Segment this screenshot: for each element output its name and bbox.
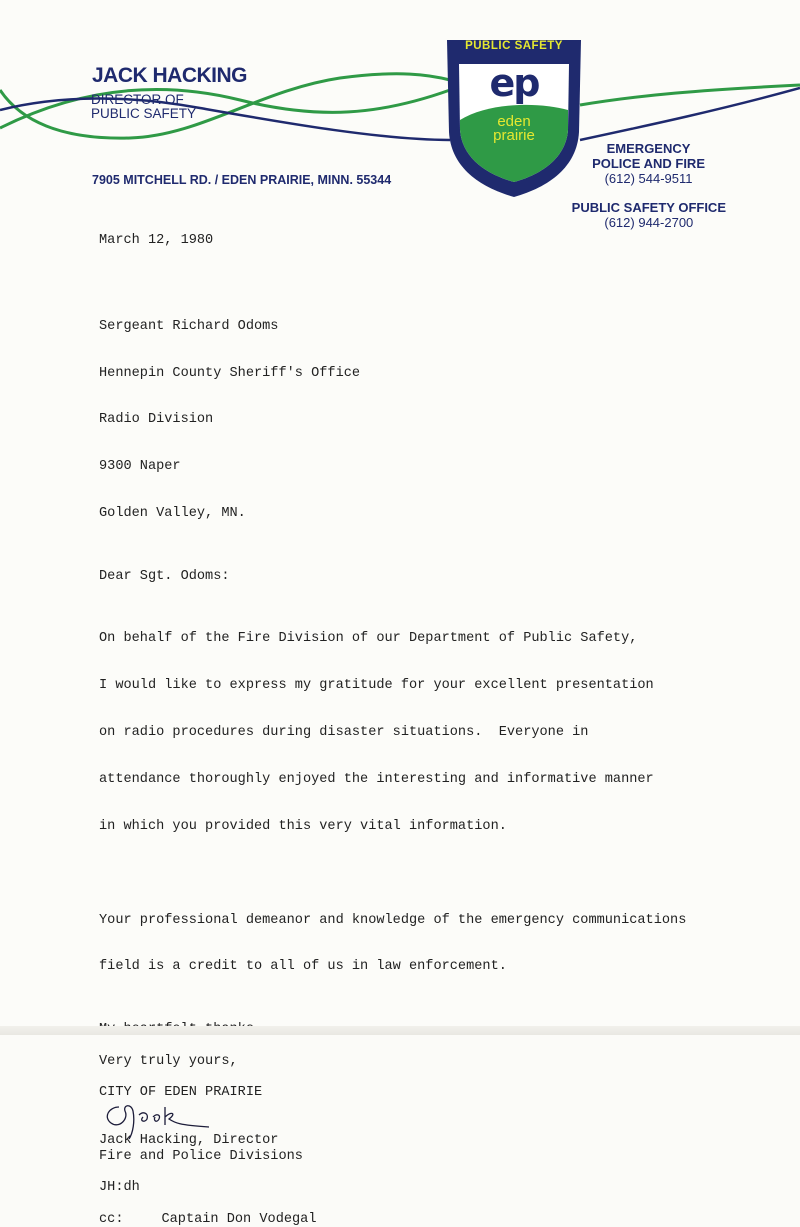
recipient-address <box>99 288 686 553</box>
contact-heading: POLICE AND FIRE <box>592 156 705 171</box>
paragraph-line: Your professional demeanor and knowledge of the emergency communications <box>99 912 687 928</box>
letterhead-name: JACK HACKING <box>92 64 248 87</box>
contact-office <box>572 200 726 230</box>
salutation: Dear Sgt. Odoms: <box>99 568 230 584</box>
initials-line: JH:dh <box>99 1180 140 1196</box>
signer-line: Fire and Police Divisions <box>99 1148 303 1164</box>
page-bottom-edge <box>0 1026 800 1035</box>
paragraph-line: field is a credit to all of us in law enforcement. <box>99 959 507 975</box>
letterhead-address: 7905 MITCHELL RD. / EDEN PRAIRIE, MINN. 55344 <box>92 173 392 187</box>
letter-body <box>99 233 686 1227</box>
handwritten-signature <box>99 1101 219 1141</box>
signer-line: Jack Hacking, Director <box>99 1132 279 1148</box>
badge-eden: eden <box>497 113 531 130</box>
cc-line <box>99 1212 686 1227</box>
contact-heading: EMERGENCY <box>606 141 691 156</box>
recipient-line: Golden Valley, MN. <box>99 505 246 521</box>
badge-top-text: PUBLIC SAFETY <box>465 40 563 52</box>
contact-emergency <box>592 141 705 186</box>
paragraph-line: on radio procedures during disaster situations. Everyone in <box>99 725 589 741</box>
contact-heading: PUBLIC SAFETY OFFICE <box>571 200 726 215</box>
paragraph-line: in which you provided this very vital information. <box>99 818 507 834</box>
paragraph-2 <box>99 881 686 1006</box>
recipient-line: 9300 Naper <box>99 459 181 475</box>
contact-phone: (612) 544-9511 <box>604 171 693 186</box>
cc-name: Captain Don Vodegal <box>161 1211 317 1227</box>
recipient-line: Radio Division <box>99 412 214 428</box>
paragraph-line: attendance thoroughly enjoyed the interesting and informative manner <box>99 771 654 787</box>
paragraph-line: I would like to express my gratitude for your excellent presentation <box>99 678 654 694</box>
letterhead-title-line: PUBLIC SAFETY <box>91 106 197 121</box>
letter-date: March 12, 1980 <box>99 233 214 248</box>
paragraph-line: On behalf of the Fire Division of our Department of Public Safety, <box>99 631 638 647</box>
recipient-line: Sergeant Richard Odoms <box>99 318 279 334</box>
paragraph-1 <box>99 600 686 865</box>
recipient-line: Hennepin County Sheriff's Office <box>99 365 361 381</box>
cc-label: cc: <box>99 1211 124 1227</box>
badge-prairie: prairie <box>493 127 535 144</box>
badge-monogram: ep <box>489 61 539 105</box>
closing-line: Very truly yours, <box>99 1053 238 1069</box>
letterhead-title <box>91 93 196 121</box>
organization-line: CITY OF EDEN PRAIRIE <box>99 1085 263 1101</box>
letterhead-title-line: DIRECTOR OF <box>91 92 184 107</box>
signature-area <box>99 1101 686 1133</box>
contact-phone: (612) 944-2700 <box>604 215 694 230</box>
